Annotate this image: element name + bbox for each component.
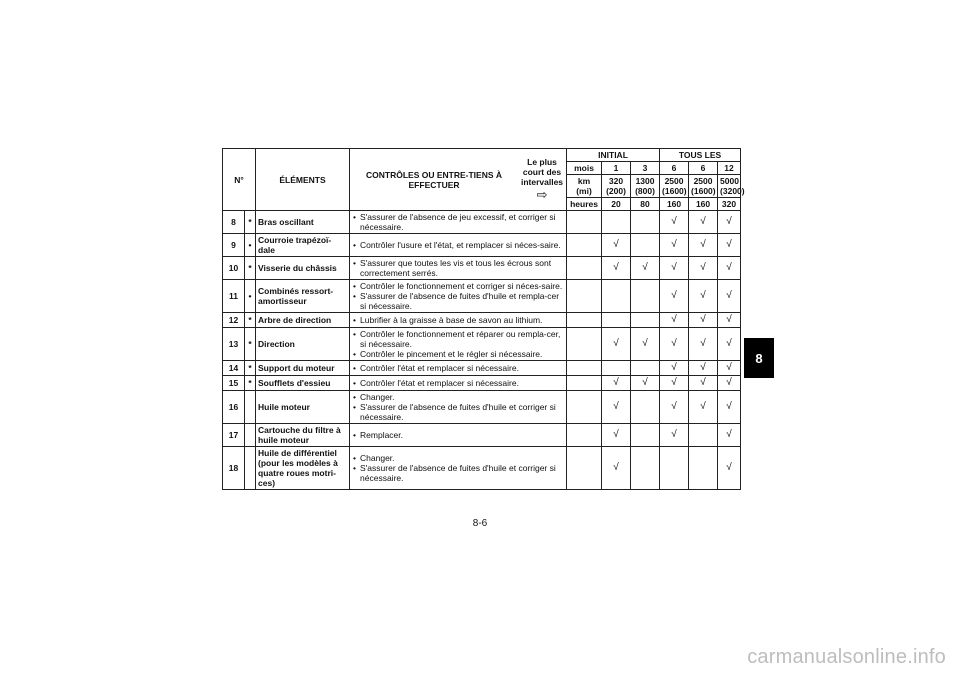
check-cell: √ [718, 211, 741, 234]
task-item: • S'assurer de l'absence de fuites d'huile et rempla-cer si nécessaire. [352, 291, 564, 311]
check-cell: √ [689, 361, 718, 376]
unit-label: heures [567, 198, 602, 211]
check-cell: √ [718, 328, 741, 361]
unit-value: 6 [689, 162, 718, 175]
row-marker: * [245, 375, 256, 390]
check-cell: √ [689, 211, 718, 234]
check-cell [602, 280, 631, 313]
row-element: Direction [256, 328, 350, 361]
table-row [223, 328, 741, 361]
row-number: 16 [223, 390, 245, 423]
check-cell [689, 423, 718, 446]
check-cell [567, 423, 602, 446]
table-row [223, 234, 741, 257]
table-row [223, 390, 741, 423]
unit-value: 6 [660, 162, 689, 175]
check-cell: √ [660, 234, 689, 257]
check-cell: √ [660, 328, 689, 361]
check-cell [631, 211, 660, 234]
task-item: • Remplacer. [352, 430, 564, 440]
row-number: 12 [223, 313, 245, 328]
arrow-right-icon: ⇨ [536, 186, 548, 202]
check-cell: √ [660, 375, 689, 390]
row-number: 8 [223, 211, 245, 234]
row-marker: * [245, 257, 256, 280]
unit-value: 3 [631, 162, 660, 175]
row-marker: * [245, 328, 256, 361]
row-element: Soufflets d'essieu [256, 375, 350, 390]
unit-value: 20 [602, 198, 631, 211]
task-item: • Contrôler l'usure et l'état, et remplacer si néces-saire. [352, 240, 564, 250]
unit-value: 80 [631, 198, 660, 211]
task-item: • Changer. [352, 453, 564, 463]
table-row [223, 313, 741, 328]
col-header-controls [350, 149, 567, 211]
table-row [223, 211, 741, 234]
check-cell [567, 234, 602, 257]
row-element: Support du moteur [256, 361, 350, 376]
row-element: Combinés ressort-amortisseur [256, 280, 350, 313]
unit-value: 1300 (800) [631, 175, 660, 198]
check-cell: √ [689, 375, 718, 390]
row-marker: * [245, 313, 256, 328]
chapter-tab: 8 [744, 338, 774, 378]
task-item: • Contrôler l'état et remplacer si nécessaire. [352, 363, 564, 373]
row-marker: • [245, 234, 256, 257]
controls-label: CONTRÔLES OU ENTRE-TIENS À EFFECTUER [366, 169, 503, 190]
check-cell: √ [718, 361, 741, 376]
unit-value: 2500 (1600) [689, 175, 718, 198]
check-cell: √ [631, 257, 660, 280]
check-cell [567, 257, 602, 280]
check-cell: √ [718, 390, 741, 423]
check-cell [602, 361, 631, 376]
unit-value: 1 [602, 162, 631, 175]
row-number: 13 [223, 328, 245, 361]
row-element: Visserie du châssis [256, 257, 350, 280]
maintenance-table [222, 148, 745, 490]
row-number: 14 [223, 361, 245, 376]
check-cell [602, 313, 631, 328]
watermark: carmanualsonline.info [747, 646, 946, 668]
check-cell: √ [631, 375, 660, 390]
row-tasks [350, 361, 567, 376]
check-cell [631, 446, 660, 489]
check-cell: √ [718, 423, 741, 446]
check-cell: √ [660, 423, 689, 446]
row-number: 10 [223, 257, 245, 280]
task-item: • Contrôler le fonctionnement et réparer ou rempla-cer, si nécessaire. [352, 329, 564, 349]
check-cell: √ [602, 257, 631, 280]
unit-label: km (mi) [567, 175, 602, 198]
check-cell [567, 361, 602, 376]
check-cell [602, 211, 631, 234]
row-tasks [350, 257, 567, 280]
row-tasks [350, 390, 567, 423]
check-cell: √ [718, 446, 741, 489]
row-tasks [350, 280, 567, 313]
row-number: 17 [223, 423, 245, 446]
row-marker [245, 446, 256, 489]
check-cell: √ [718, 234, 741, 257]
check-cell: √ [718, 257, 741, 280]
row-element: Courroie trapézoï-dale [256, 234, 350, 257]
check-cell [567, 313, 602, 328]
check-cell: √ [602, 234, 631, 257]
row-tasks [350, 313, 567, 328]
row-tasks [350, 375, 567, 390]
check-cell: √ [689, 328, 718, 361]
check-cell [567, 390, 602, 423]
row-marker [245, 390, 256, 423]
check-cell [567, 280, 602, 313]
table-row [223, 361, 741, 376]
check-cell: √ [718, 313, 741, 328]
row-marker: * [245, 211, 256, 234]
task-item: • Contrôler l'état et remplacer si nécessaire. [352, 378, 564, 388]
row-tasks [350, 211, 567, 234]
table-row [223, 423, 741, 446]
row-element: Huile de différentiel (pour les modèles à quatre roues motri-ces) [256, 446, 350, 489]
interval-label: Le plus court des intervalles [520, 156, 564, 187]
row-tasks [350, 234, 567, 257]
check-cell [567, 211, 602, 234]
interval-cell [518, 157, 566, 202]
page-number: 8-6 [472, 518, 488, 529]
table-row [223, 375, 741, 390]
unit-value: 2500 (1600) [660, 175, 689, 198]
check-cell [631, 423, 660, 446]
check-cell: √ [660, 211, 689, 234]
check-cell: √ [689, 257, 718, 280]
row-marker: * [245, 361, 256, 376]
task-item: • Contrôler le pincement et le régler si nécessaire. [352, 349, 564, 359]
check-cell: √ [718, 375, 741, 390]
row-element: Bras oscillant [256, 211, 350, 234]
col-header-initial: INITIAL [567, 149, 660, 162]
col-header-every: TOUS LES [660, 149, 741, 162]
check-cell [567, 375, 602, 390]
check-cell: √ [689, 280, 718, 313]
check-cell [631, 390, 660, 423]
row-tasks [350, 328, 567, 361]
table-row [223, 257, 741, 280]
row-marker [245, 423, 256, 446]
unit-value: 160 [660, 198, 689, 211]
row-marker: • [245, 280, 256, 313]
check-cell: √ [660, 390, 689, 423]
check-cell: √ [602, 446, 631, 489]
unit-value: 160 [689, 198, 718, 211]
check-cell: √ [602, 390, 631, 423]
check-cell: √ [660, 280, 689, 313]
check-cell: √ [660, 257, 689, 280]
check-cell: √ [602, 375, 631, 390]
task-item: • Changer. [352, 392, 564, 402]
table-header [223, 149, 745, 211]
check-cell [631, 361, 660, 376]
check-cell: √ [689, 234, 718, 257]
row-tasks [350, 446, 567, 489]
check-cell: √ [602, 423, 631, 446]
check-cell [567, 328, 602, 361]
check-cell [631, 280, 660, 313]
table-row [223, 446, 741, 489]
col-header-elements: ÉLÉMENTS [256, 149, 350, 211]
check-cell: √ [718, 280, 741, 313]
unit-label: mois [567, 162, 602, 175]
check-cell [689, 446, 718, 489]
check-cell: √ [602, 328, 631, 361]
unit-value: 320 (200) [602, 175, 631, 198]
check-cell [631, 313, 660, 328]
row-number: 15 [223, 375, 245, 390]
unit-value: 5000 (3200) [718, 175, 741, 198]
task-item: • S'assurer de l'absence de fuites d'huile et corriger si nécessaire. [352, 463, 564, 483]
unit-value: 12 [718, 162, 741, 175]
unit-value: 320 [718, 198, 741, 211]
row-tasks [350, 423, 567, 446]
check-cell [660, 446, 689, 489]
check-cell: √ [660, 313, 689, 328]
table-body [223, 211, 741, 490]
task-item: • S'assurer que toutes les vis et tous les écrous sont correctement serrés. [352, 258, 564, 278]
check-cell [631, 234, 660, 257]
table-row [223, 280, 741, 313]
task-item: • S'assurer de l'absence de fuites d'huile et corriger si nécessaire. [352, 402, 564, 422]
check-cell: √ [689, 390, 718, 423]
check-cell [567, 446, 602, 489]
row-number: 11 [223, 280, 245, 313]
row-element: Arbre de direction [256, 313, 350, 328]
task-item: • Lubrifier à la graisse à base de savon au lithium. [352, 315, 564, 325]
task-item: • S'assurer de l'absence de jeu excessif, et corriger si nécessaire. [352, 212, 564, 232]
row-element: Huile moteur [256, 390, 350, 423]
row-number: 18 [223, 446, 245, 489]
check-cell: √ [689, 313, 718, 328]
row-number: 9 [223, 234, 245, 257]
check-cell: √ [660, 361, 689, 376]
row-element: Cartouche du filtre à huile moteur [256, 423, 350, 446]
task-item: • Contrôler le fonctionnement et corriger si néces-saire. [352, 281, 564, 291]
check-cell: √ [631, 328, 660, 361]
col-header-number: N° [223, 149, 256, 211]
